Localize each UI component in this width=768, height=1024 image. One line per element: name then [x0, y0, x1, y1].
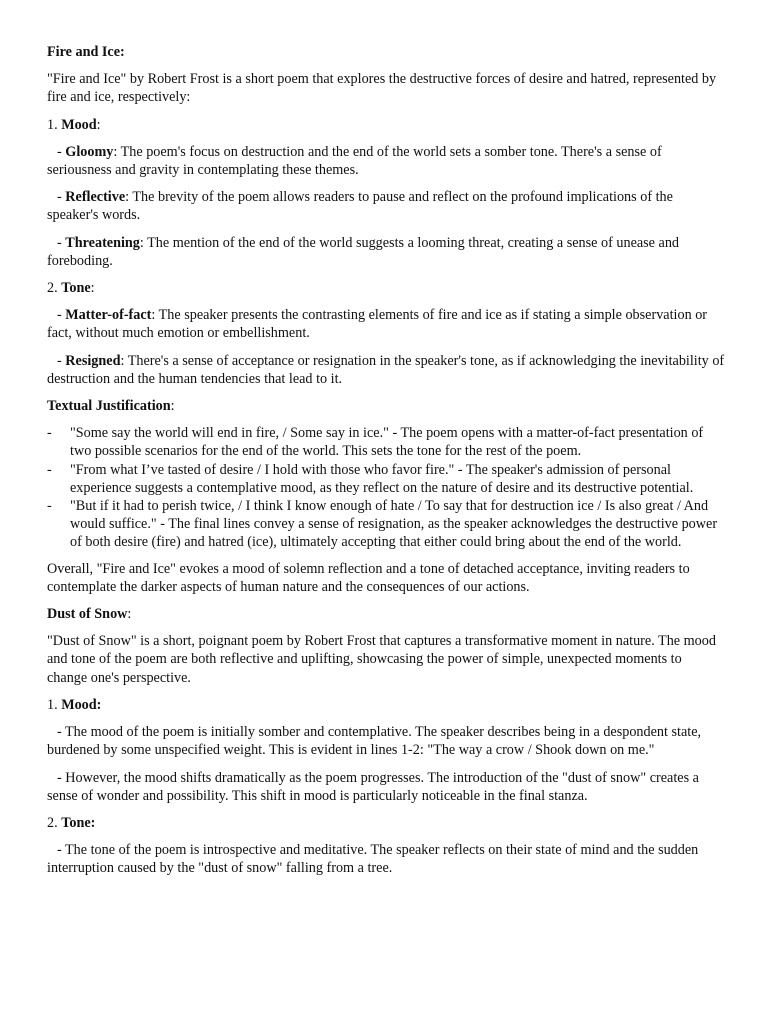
mood-label: Mood:: [61, 696, 102, 713]
colon: :: [96, 116, 101, 133]
mood-paragraph: - The mood of the poem is initially somber and contemplative. The speaker describes being in a despondent state, burdened by some unspecified weight. This is evident in lines 1-2: "The way a crow / Shook down on me.": [47, 724, 702, 759]
dash: -: [57, 352, 66, 369]
section-heading-dust-of-snow: [47, 605, 725, 623]
mood-item-gloomy: [47, 143, 725, 179]
tone-heading: [47, 279, 725, 297]
heading-text: Fire and Ice:: [47, 44, 125, 60]
bullet-text: "From what I’ve tasted of desire / I hold with those who favor fire." - The speaker's admission of personal experience suggests a contemplative mood, as they reflect on the nature of desire and its destructive potential.: [70, 461, 694, 496]
term: Threatening: [65, 234, 140, 251]
mood-item-threatening: [47, 234, 725, 270]
tone-paragraph: - The tone of the poem is introspective and meditative. The speaker reflects on their state of mind and the sudden interruption caused by the "dust of snow" falling from a tree.: [47, 842, 699, 877]
justification-heading: [47, 397, 725, 415]
description: : The mention of the end of the world suggests a looming threat, creating a sense of unease and foreboding.: [47, 234, 680, 269]
justification-label: Textual Justification: [47, 398, 171, 415]
justification-list: [47, 424, 725, 551]
term: Gloomy: [65, 143, 114, 160]
dash-bullet: -: [47, 425, 52, 442]
dash: -: [57, 234, 66, 251]
mood-item-reflective: [47, 188, 725, 224]
tone-item-matter-of-fact: [47, 306, 725, 342]
term: Resigned: [65, 352, 121, 369]
description: : The brevity of the poem allows readers to pause and reflect on the profound implications of the speaker's words.: [47, 189, 673, 224]
intro-paragraph: "Dust of Snow" is a short, poignant poem by Robert Frost that captures a transformative moment in nature. The mood and tone of the poem are both reflective and uplifting, showcasing the power of simple, unexpected moments to change one's perspective.: [47, 633, 716, 686]
tone-heading: [47, 814, 725, 832]
colon: :: [90, 280, 95, 297]
heading-text: Dust of Snow: [47, 606, 128, 623]
list-number: 2.: [47, 280, 62, 297]
colon: :: [127, 606, 132, 623]
list-item: [47, 497, 725, 552]
tone-label: Tone:: [61, 814, 96, 831]
tone-item-resigned: [47, 352, 725, 388]
dash: -: [57, 189, 66, 206]
description: : There's a sense of acceptance or resignation in the speaker's tone, as if acknowledging the inevitability of destruction and the human tendencies that lead to it.: [47, 352, 725, 387]
description: : The poem's focus on destruction and the end of the world sets a somber tone. There's a sense of seriousness and gravity in contemplating these themes.: [47, 143, 662, 179]
document-page: [47, 43, 725, 887]
bullet-text: "But if it had to perish twice, / I think I know enough of hate / To say that for destruction ice / Is also great / And would suffice." - The final lines convey a sense of resignation, as the speaker acknowledges the destructive power of both desire (fire) and hatred (ice), ultimately accepting that either could bring about the end of the world.: [70, 498, 718, 551]
tone-label: Tone: [61, 280, 91, 297]
mood-heading: [47, 116, 725, 134]
mood-heading: [47, 696, 725, 714]
term: Matter-of-fact: [65, 307, 152, 324]
term: Reflective: [65, 189, 126, 206]
dash-bullet: -: [47, 498, 52, 515]
bullet-text: "Some say the world will end in fire, / Some say in ice." - The poem opens with a matter-of-fact presentation of two possible scenarios for the end of the world. This sets the tone for the rest of the poem.: [70, 425, 704, 460]
dash: -: [57, 307, 66, 324]
section-heading-fire-and-ice: [47, 43, 725, 61]
list-item: [47, 461, 725, 497]
description: : The speaker presents the contrasting elements of fire and ice as if stating a simple observation or fact, without much emotion or embellishment.: [47, 307, 708, 342]
list-number: 2.: [47, 814, 62, 831]
colon: :: [170, 398, 175, 415]
dash: -: [57, 143, 66, 160]
list-number: 1.: [47, 696, 62, 713]
mood-label: Mood: [61, 116, 97, 133]
list-number: 1.: [47, 116, 62, 133]
mood-paragraph: - However, the mood shifts dramatically as the poem progresses. The introduction of the "dust of snow" creates a sense of wonder and possibility. This shift in mood is particularly noticeable in the final stanza.: [47, 769, 699, 804]
intro-paragraph: "Fire and Ice" by Robert Frost is a short poem that explores the destructive forces of desire and hatred, represented by fire and ice, respectively:: [47, 71, 717, 106]
list-item: [47, 424, 725, 460]
overall-paragraph: Overall, "Fire and Ice" evokes a mood of solemn reflection and a tone of detached acceptance, inviting readers to contemplate the darker aspects of human nature and the consequences of our actions.: [47, 560, 690, 595]
dash-bullet: -: [47, 461, 52, 478]
